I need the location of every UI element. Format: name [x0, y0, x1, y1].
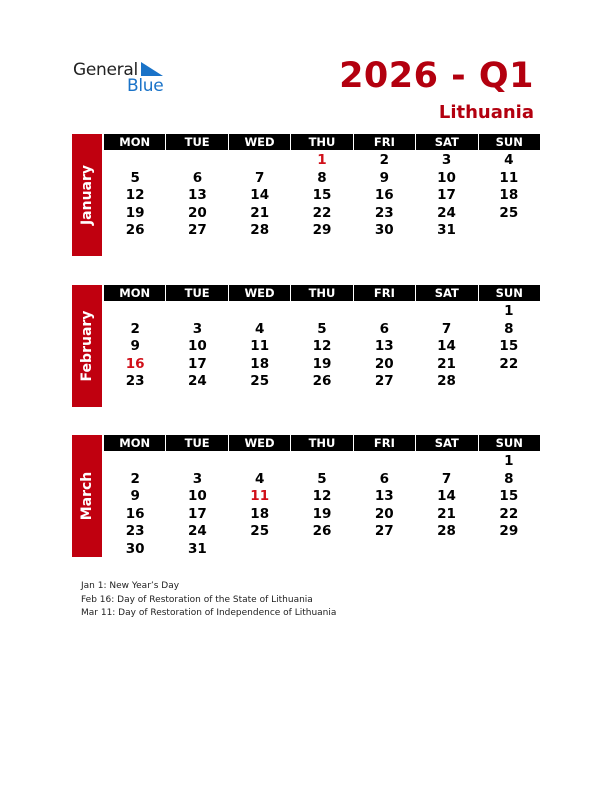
day-cell: 5: [130, 169, 140, 186]
weekday-sat: SAT: [416, 134, 477, 150]
day-cell: 26: [312, 373, 332, 389]
day-cell: 23: [125, 373, 145, 389]
day-cell: 26: [125, 222, 145, 238]
weekday-tue: TUE: [166, 285, 227, 301]
day-cell: 23: [374, 204, 394, 221]
weekday-sun: SUN: [479, 134, 540, 150]
day-grid: [104, 303, 540, 391]
weekday-wed: WED: [229, 285, 290, 301]
day-cell: 21: [437, 505, 456, 522]
day-cell: 3: [192, 320, 203, 337]
day-cell: 12: [312, 488, 332, 504]
day-cell: 20: [374, 505, 394, 522]
weekday-fri: FRI: [354, 134, 415, 150]
empty-day-cell: [478, 222, 540, 240]
brand-general-text: General: [73, 60, 138, 80]
empty-day-cell: [415, 541, 477, 559]
day-cell: 18: [250, 505, 270, 522]
weekday-mon: MON: [104, 134, 165, 150]
day-cell: 9: [379, 169, 389, 186]
weekday-header: [104, 285, 540, 301]
day-cell: 1: [317, 152, 327, 168]
empty-day-cell: [229, 541, 291, 559]
day-cell: 20: [188, 204, 207, 221]
month-label-bar: [72, 134, 102, 256]
empty-day-cell: [229, 303, 291, 321]
month-block-january: [72, 134, 540, 256]
day-cell: 4: [255, 470, 265, 487]
weekday-tue: TUE: [166, 435, 227, 451]
day-cell: 18: [250, 355, 270, 372]
day-cell: 19: [312, 505, 332, 522]
day-cell: 2: [130, 320, 140, 337]
weekday-sun: SUN: [479, 435, 540, 451]
day-cell: 30: [125, 540, 145, 557]
empty-day-cell: [291, 303, 353, 321]
day-cell: 3: [192, 470, 203, 487]
weekday-header: [104, 435, 540, 451]
day-cell: 8: [317, 169, 327, 186]
day-cell: 1: [504, 303, 514, 319]
day-cell: 7: [441, 320, 452, 337]
day-cell: 28: [250, 222, 270, 238]
day-cell: 14: [250, 187, 270, 203]
day-cell: 28: [437, 373, 456, 389]
day-cell: 13: [374, 488, 394, 504]
day-cell: 6: [379, 320, 389, 337]
day-cell: 25: [250, 523, 270, 539]
week-row: [104, 338, 540, 356]
empty-day-cell: [291, 541, 353, 559]
day-cell: 17: [188, 355, 207, 372]
day-cell: 11: [250, 488, 270, 504]
week-row: [104, 152, 540, 170]
weekday-header: [104, 134, 540, 150]
day-cell: 13: [374, 338, 394, 354]
day-cell: 19: [312, 355, 332, 372]
week-row: [104, 356, 540, 374]
empty-day-cell: [478, 373, 540, 391]
week-row: [104, 303, 540, 321]
month-block-march: [72, 435, 540, 557]
week-row: [104, 523, 540, 541]
week-row: [104, 187, 540, 205]
day-cell: 8: [504, 470, 514, 487]
day-cell: 21: [250, 204, 270, 221]
day-cell: 15: [499, 338, 519, 354]
day-cell: 28: [437, 523, 456, 539]
weekday-sat: SAT: [416, 285, 477, 301]
holiday-notes: [81, 580, 336, 621]
empty-day-cell: [104, 303, 166, 321]
empty-day-cell: [166, 453, 228, 471]
brand-logo: [73, 60, 173, 96]
day-cell: 7: [441, 470, 452, 487]
empty-day-cell: [229, 453, 291, 471]
week-row: [104, 541, 540, 559]
day-cell: 18: [499, 187, 519, 203]
day-cell: 27: [188, 222, 207, 238]
day-grid: [104, 453, 540, 558]
day-grid: [104, 152, 540, 240]
day-cell: 2: [379, 152, 389, 168]
empty-day-cell: [415, 453, 477, 471]
weekday-wed: WED: [229, 134, 290, 150]
weekday-mon: MON: [104, 435, 165, 451]
day-cell: 17: [188, 505, 207, 522]
day-cell: 8: [504, 320, 514, 337]
month-name: February: [79, 310, 95, 382]
empty-day-cell: [353, 453, 415, 471]
weekday-sun: SUN: [479, 285, 540, 301]
week-row: [104, 506, 540, 524]
day-cell: 23: [125, 523, 145, 539]
day-cell: 15: [499, 488, 519, 504]
month-name: March: [79, 471, 95, 521]
week-row: [104, 471, 540, 489]
day-cell: 2: [130, 470, 140, 487]
holiday-note: Jan 1: New Year’s Day: [81, 581, 180, 591]
weekday-sat: SAT: [416, 435, 477, 451]
day-cell: 30: [374, 222, 394, 238]
day-cell: 31: [188, 540, 207, 557]
day-cell: 24: [437, 204, 456, 221]
empty-day-cell: [166, 152, 228, 170]
day-cell: 9: [130, 338, 140, 354]
day-cell: 25: [499, 204, 519, 221]
weekday-thu: THU: [291, 435, 352, 451]
month-block-february: [72, 285, 540, 407]
day-cell: 14: [437, 338, 456, 354]
day-cell: 21: [437, 355, 456, 372]
week-row: [104, 488, 540, 506]
day-cell: 20: [374, 355, 394, 372]
day-cell: 15: [312, 187, 332, 203]
day-cell: 3: [441, 152, 452, 168]
day-cell: 9: [130, 488, 140, 504]
day-cell: 16: [374, 187, 394, 203]
empty-day-cell: [415, 303, 477, 321]
empty-day-cell: [229, 152, 291, 170]
day-cell: 22: [499, 505, 519, 522]
weekday-fri: FRI: [354, 435, 415, 451]
holiday-note: Mar 11: Day of Restoration of Independence of Lithuania: [81, 608, 337, 618]
country-name: Lithuania: [438, 102, 534, 123]
day-cell: 7: [255, 169, 265, 186]
day-cell: 16: [125, 505, 145, 522]
day-cell: 24: [188, 523, 207, 539]
day-cell: 13: [188, 187, 207, 203]
empty-day-cell: [478, 541, 540, 559]
day-cell: 19: [125, 204, 145, 221]
day-cell: 6: [379, 470, 389, 487]
empty-day-cell: [353, 541, 415, 559]
week-row: [104, 222, 540, 240]
empty-day-cell: [291, 453, 353, 471]
day-cell: 22: [499, 355, 519, 372]
day-cell: 4: [504, 152, 514, 168]
week-row: [104, 321, 540, 339]
day-cell: 29: [499, 523, 519, 539]
day-cell: 10: [437, 169, 456, 186]
day-cell: 31: [437, 222, 456, 238]
day-cell: 29: [312, 222, 332, 238]
week-row: [104, 373, 540, 391]
empty-day-cell: [104, 152, 166, 170]
brand-blue-text: Blue: [127, 76, 164, 96]
day-cell: 10: [188, 338, 207, 354]
month-label-bar: [72, 435, 102, 557]
day-cell: 12: [125, 187, 145, 203]
day-cell: 4: [255, 320, 265, 337]
week-row: [104, 453, 540, 471]
day-cell: 27: [374, 523, 394, 539]
day-cell: 25: [250, 373, 270, 389]
weekday-wed: WED: [229, 435, 290, 451]
page-title: 2026 - Q1: [339, 56, 534, 96]
day-cell: 11: [499, 169, 519, 186]
day-cell: 5: [317, 320, 327, 337]
empty-day-cell: [104, 453, 166, 471]
weekday-thu: THU: [291, 285, 352, 301]
day-cell: 1: [504, 453, 514, 469]
month-label-bar: [72, 285, 102, 407]
day-cell: 24: [188, 373, 207, 389]
weekday-thu: THU: [291, 134, 352, 150]
week-row: [104, 170, 540, 188]
day-cell: 14: [437, 488, 456, 504]
day-cell: 11: [250, 338, 270, 354]
week-row: [104, 205, 540, 223]
weekday-tue: TUE: [166, 134, 227, 150]
day-cell: 16: [125, 355, 145, 372]
weekday-mon: MON: [104, 285, 165, 301]
day-cell: 5: [317, 470, 327, 487]
empty-day-cell: [353, 303, 415, 321]
holiday-note: Feb 16: Day of Restoration of the State of Lithuania: [81, 594, 313, 605]
flag-icon: [141, 62, 163, 76]
day-cell: 6: [192, 169, 203, 186]
day-cell: 27: [374, 373, 394, 389]
month-name: January: [79, 164, 95, 226]
day-cell: 10: [188, 488, 207, 504]
day-cell: 26: [312, 523, 332, 539]
day-cell: 17: [437, 187, 456, 203]
weekday-fri: FRI: [354, 285, 415, 301]
day-cell: 12: [312, 338, 332, 354]
day-cell: 22: [312, 204, 332, 221]
empty-day-cell: [166, 303, 228, 321]
